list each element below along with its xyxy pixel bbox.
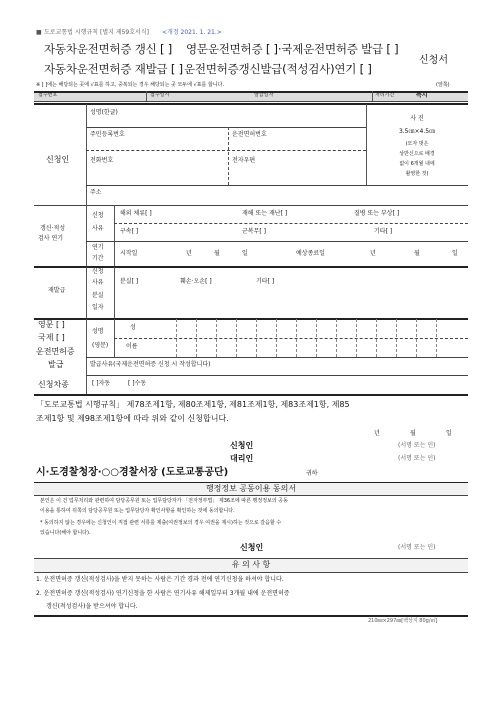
declaration-applicant: 신청인	[230, 441, 254, 450]
photo-note-3: 없이 6개월 내에	[399, 161, 435, 167]
declaration-line-1: 「도로교통법 시행규칙」 제78조제1항, 제80조제1항, 제81조제1항, 제83조제1항, 제85	[36, 400, 350, 409]
deferral-abroad-checkbox[interactable]: 해외 체류[ ]	[120, 210, 152, 217]
vehicle-type-label: 신청차종	[38, 380, 69, 389]
photo-size: 3.5㎝×4.5㎝	[398, 128, 436, 135]
header-marker: ■	[36, 29, 42, 36]
deferral-detention-checkbox[interactable]: 구속[ ]	[120, 228, 139, 235]
end-month-label[interactable]: 월	[414, 250, 420, 257]
deferral-injury-checkbox[interactable]: 질병 또는 부상[ ]	[354, 210, 400, 217]
addressee: 시·도경찰청장·○○경찰서장 (도로교통공단)	[36, 467, 229, 478]
english-name-label-1: 성명	[92, 328, 104, 335]
declaration-agent: 대리인	[230, 454, 254, 463]
applicant-signature[interactable]: (서명 또는 인)	[398, 442, 436, 449]
application-form	[34, 28, 468, 692]
email-field[interactable]: 전자우편	[232, 157, 256, 164]
end-year-label[interactable]: 년	[370, 250, 376, 257]
note-2-line-2: 갱신(적성검사)을 받으셔야 합니다.	[46, 603, 138, 610]
start-day-label[interactable]: 일	[242, 250, 248, 257]
english-name-label-2: (영문)	[92, 342, 109, 349]
addressee-honorific: 귀하	[306, 470, 318, 477]
reissue-damaged-checkbox[interactable]: 훼손·오손[ ]	[180, 278, 212, 285]
consent-applicant: 신청인	[240, 543, 264, 552]
reissue-section-label: 재발급	[48, 287, 66, 294]
receipt-number-label: 접수번호	[38, 92, 58, 98]
deferral-reason-label-2: 사유	[92, 225, 104, 232]
declaration-year[interactable]: 년	[374, 430, 380, 437]
title-renewal: 자동차운전면허증 갱신 [ ]	[44, 42, 173, 56]
processing-period-label: 처리기간	[375, 92, 395, 98]
declaration-line-2: 조제1항 및 제98조제1항에 따라 위와 같이 신청합니다.	[36, 414, 229, 423]
deferral-section-label-2: 검사 연기	[38, 235, 64, 242]
reissue-col-2: 사유	[92, 279, 104, 286]
photo-note-2: 상반신으로 배경	[399, 151, 435, 157]
declaration-month[interactable]: 월	[410, 430, 416, 437]
issue-date-label: 발급일자	[254, 92, 274, 98]
vehicle-auto-checkbox[interactable]: [ ]자동	[92, 380, 111, 387]
deferral-period-label-2: 기간	[92, 255, 104, 262]
deferral-other-checkbox[interactable]: 기타[ ]	[374, 228, 393, 235]
reissue-col-4: 일자	[92, 304, 104, 311]
consent-signature[interactable]: (서명 또는 인)	[398, 544, 436, 551]
english-section-label-2: 발급	[48, 360, 64, 369]
english-section-label-1: 운전면허증	[36, 347, 75, 356]
license-number-field[interactable]: 운전면허번호	[232, 131, 267, 138]
note-1: 1. 운전면허증 갱신(적성검사)을 받지 못하는 사람은 기간 경과 전에 연기신청을 하셔야 합니다.	[36, 576, 284, 583]
phone-field[interactable]: 전화번호	[90, 157, 114, 164]
end-day-label[interactable]: 일	[452, 250, 458, 257]
start-month-label[interactable]: 월	[214, 250, 220, 257]
reissue-lost-checkbox[interactable]: 분실[ ]	[120, 278, 139, 285]
deferral-disaster-checkbox[interactable]: 재해 또는 재난[ ]	[242, 210, 288, 217]
photo-note-1: (모자 벗은	[405, 141, 429, 147]
name-korean-field[interactable]: 성명(한글)	[90, 109, 118, 116]
deferral-period-label-1: 연기	[92, 244, 104, 251]
reissue-col-3: 분실	[92, 292, 104, 299]
consent-title: 행정정보 공동이용 동의서	[205, 484, 297, 493]
deferral-section-label-1: 갱신·적성	[40, 225, 66, 232]
declaration-day[interactable]: 일	[446, 430, 452, 437]
intl-license-checkbox[interactable]: 국제 [ ]	[38, 333, 65, 342]
deferral-military-checkbox[interactable]: 군복무[ ]	[242, 228, 266, 235]
title-deferral: 운전면허증갱신발급(적성검사)연기 [ ]	[184, 62, 372, 76]
address-field[interactable]: 주소	[90, 189, 102, 196]
vehicle-manual-checkbox[interactable]: [ ]수동	[128, 380, 147, 387]
photo-title: 사 진	[410, 115, 424, 122]
start-year-label[interactable]: 년	[186, 250, 192, 257]
receipt-date-label: 접수일시	[150, 92, 170, 98]
agent-signature[interactable]: (서명 또는 인)	[398, 455, 436, 462]
revision-date: <개정 2021. 1. 21.>	[162, 29, 222, 36]
english-surname-field[interactable]: 성	[130, 324, 136, 331]
consent-paragraph-2: 이용을 통하여 뒤쪽의 담당공무원 또는 업무담당자 확인사항을 확인하는 것에 동의합니다.	[40, 508, 235, 514]
law-reference: 도로교통법 시행규칙 [별지 제59호서식]	[44, 29, 149, 36]
title-english-intl: 영문운전면허증 [ ]·국제운전면허증 발급 [ ]	[186, 42, 399, 56]
note-2-line-1: 2. 운전면허증 갱신(적성검사) 연기신청을 한 사람은 연기사유 해제일부터 3개월 내에 운전면허증	[36, 590, 290, 597]
start-date-label: 시작일	[120, 250, 138, 257]
consent-paragraph-1: 본인은 이 건 업무처리와 관련하여 담당공무원 또는 업무담당자가 「전자정부법」 제36조에 따른 행정정보의 공동	[40, 498, 288, 504]
notes-title: 유 의 사 항	[231, 560, 271, 569]
deferral-reason-label-1: 신청	[92, 212, 104, 219]
title-suffix: 신청서	[419, 55, 448, 66]
consent-note-2: 있습니다(해야 합니다).	[40, 530, 91, 536]
applicant-section-label: 신청인	[46, 155, 70, 164]
paper-spec: 210㎜×297㎜[백상지 80g/㎡]	[368, 618, 438, 624]
reissue-col-1: 신청	[92, 268, 104, 275]
english-license-checkbox[interactable]: 영문 [ ]	[38, 320, 65, 329]
end-date-label: 예상종료일	[296, 250, 325, 257]
english-given-name-field[interactable]: 이름	[126, 343, 138, 350]
instructions: ※ [ ]에는 해당되는 곳에 √표를 하고, 중복되는 경우 해당되는 곳 모두에 √표를 합니다.	[36, 82, 225, 88]
reissue-other-checkbox[interactable]: 기타[ ]	[256, 278, 275, 285]
issue-reason-field[interactable]: 발급사유(국제운전면허증 신청 시 작성합니다)	[90, 361, 211, 368]
title-reissue: 자동차운전면허증 재발급 [ ]	[44, 62, 183, 76]
page-side-note: (앞쪽)	[436, 82, 450, 88]
processing-period-value: 즉시	[416, 92, 428, 99]
resident-number-field[interactable]: 주민등록번호	[90, 131, 125, 138]
photo-note-4: 촬영한 것)	[405, 171, 429, 177]
consent-note-1: * 동의하지 않는 경우에는 신청인이 직접 관련 서류를 제출(여권정보의 경우 여권을 제시)하는 것으로 갈음할 수	[40, 520, 282, 526]
